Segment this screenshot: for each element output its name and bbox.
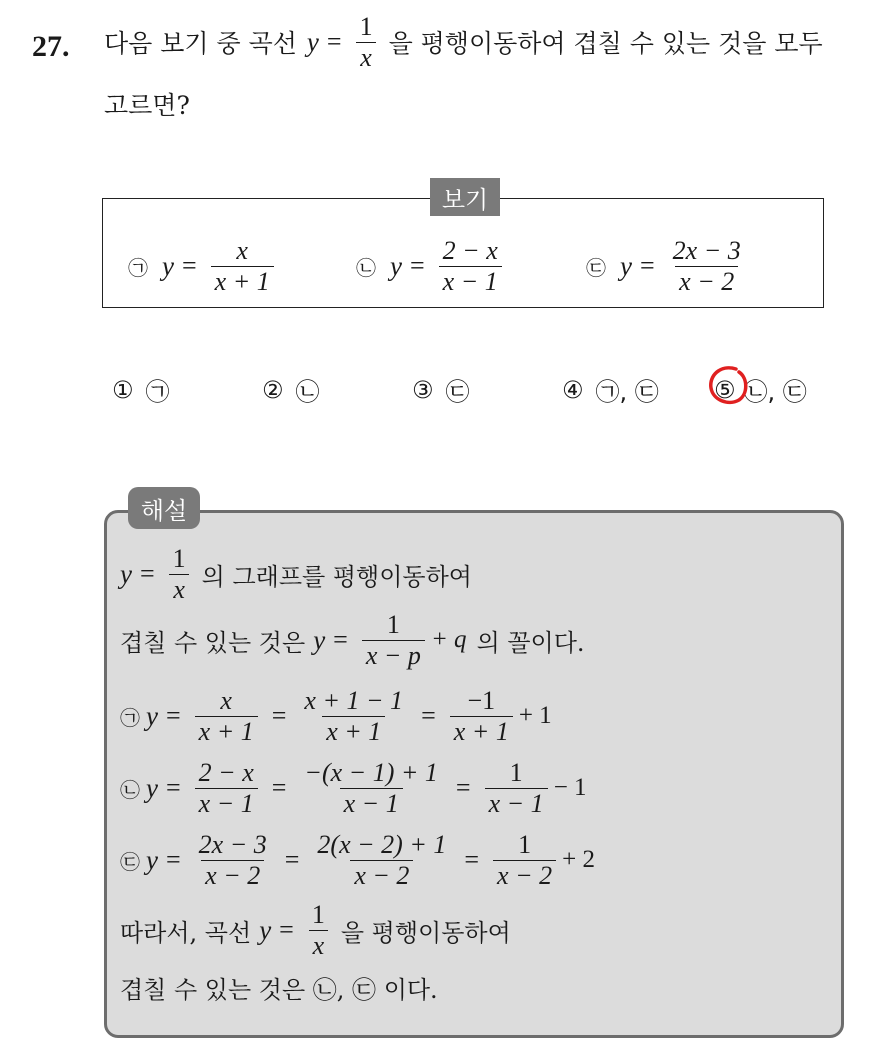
choice-3[interactable]: ③ ㉢ bbox=[412, 375, 470, 406]
solution-line-1: y = $\frac{1}{x}$ 의 그래프를 평행이동하여 bbox=[120, 544, 472, 604]
choice-4[interactable]: ④ ㉠, ㉢ bbox=[562, 375, 659, 406]
fraction-1-over-x: $\frac{1}{x}$ bbox=[356, 12, 377, 73]
bogi-title: 보기 bbox=[430, 178, 500, 216]
solution-row-1: ㉠ y = $\frac{x}{x + 1}$ = $\frac{x + 1 - 1}{x + 1}$ = $\frac{-1}{x + 1}$ + 1 bbox=[120, 686, 552, 746]
choice-5[interactable]: ⑤ ㉡, ㉢ bbox=[714, 375, 807, 406]
solution-title: 해설 bbox=[128, 487, 200, 529]
choice-1[interactable]: ① ㉠ bbox=[112, 375, 170, 406]
answer-circle-mark bbox=[706, 364, 750, 408]
solution-row-2: ㉡ y = $\frac{2 - x}{x - 1}$ = $\frac{-(x - 1) + 1}{x - 1}$ = $\frac{1}{x - 1}$ − 1 bbox=[120, 758, 587, 818]
bogi-item-1: ㉠ y = $\frac{x}{x + 1}$ bbox=[128, 236, 280, 297]
question-line-2: 고르면? bbox=[104, 91, 190, 120]
solution-row-3: ㉢ y = $\frac{2x - 3}{x - 2}$ = $\frac{2(x - 2) + 1}{x - 2}$ = $\frac{1}{x - 2}$ + 2 bbox=[120, 830, 595, 890]
bogi-item-3: ㉢ y = $\frac{2x - 3}{x - 2}$ bbox=[586, 236, 741, 296]
question-number: 27. bbox=[32, 30, 70, 63]
question-line-1: 다음 보기 중 곡선 y = $\frac{1}{x}$ 을 평행이동하여 겹칠 수 있는 것을 모두 bbox=[104, 12, 823, 72]
choice-2[interactable]: ② ㉡ bbox=[262, 375, 320, 406]
bogi-item-2: ㉡ y = $\frac{2 - x}{x - 1}$ bbox=[356, 236, 508, 297]
solution-line-7: 겹칠 수 있는 것은 ㉡, ㉢ 이다. bbox=[120, 976, 438, 1004]
solution-line-6: 따라서, 곡선 y = $\frac{1}{x}$ 을 평행이동하여 bbox=[120, 900, 511, 960]
solution-line-2: 겹칠 수 있는 것은 y = $\frac{1}{x - p}$ + q 의 꼴이다. bbox=[120, 610, 585, 670]
